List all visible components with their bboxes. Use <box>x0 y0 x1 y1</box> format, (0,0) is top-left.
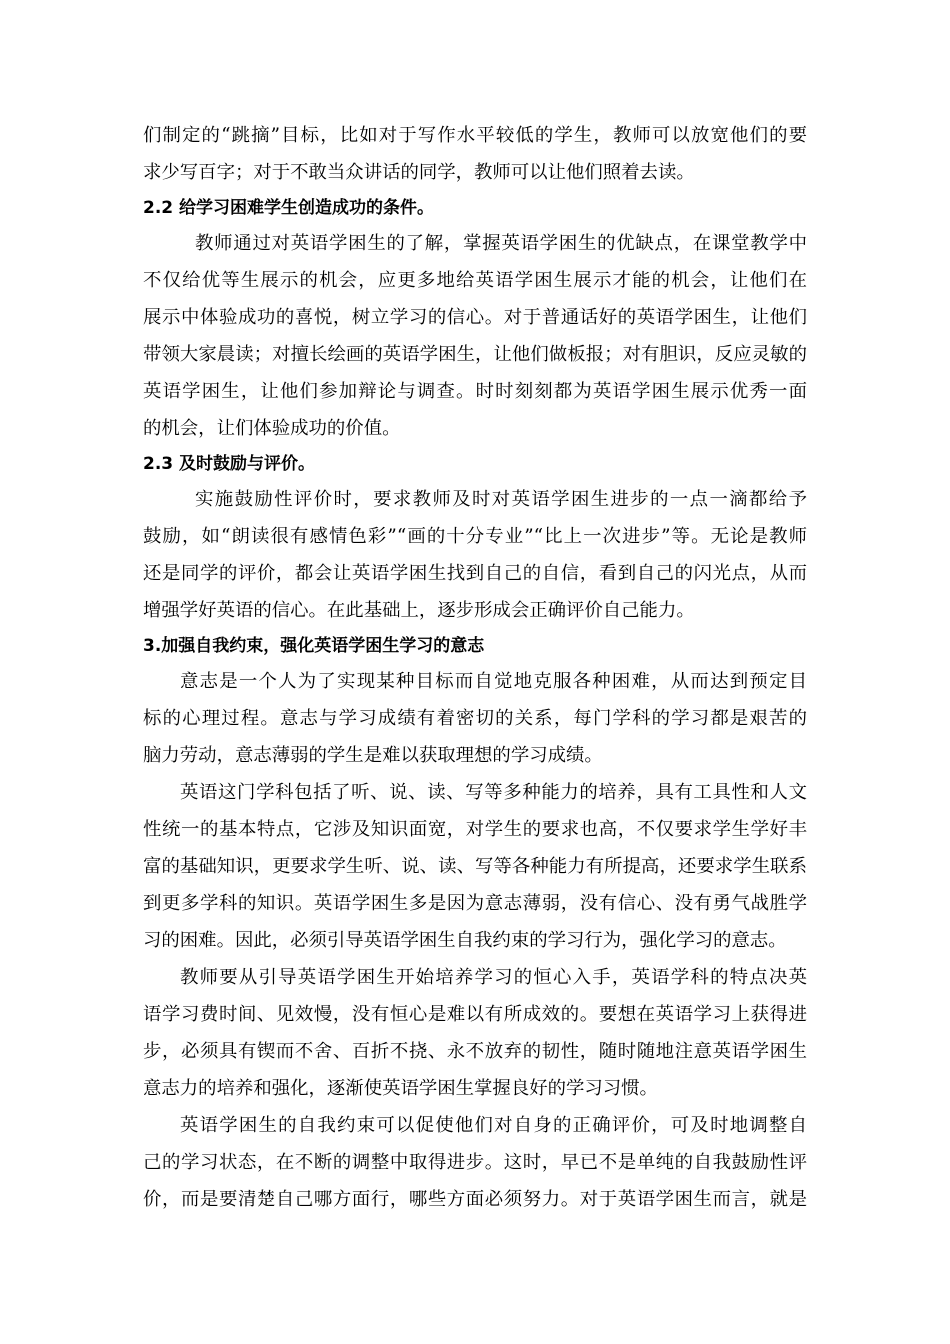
text-line: 英语学困生，让他们参加辩论与调查。时时刻刻都为英语学困生展示优秀一面 <box>143 381 807 402</box>
text-line: 求少写百字；对于不敢当众讲话的同学，教师可以让他们照着去读。 <box>143 162 695 183</box>
text-line: 到更多学科的知识。英语学困生多是因为意志薄弱，没有信心、没有勇气战胜学 <box>143 893 807 914</box>
paragraph-2 <box>143 225 807 447</box>
text-line: 鼓励，如“朗读很有感情色彩”“画的十分专业”“比上一次进步”等。无论是教师 <box>143 526 807 547</box>
document-page <box>143 117 807 1218</box>
text-line: 脑力劳动，意志薄弱的学生是难以获取理想的学习成绩。 <box>143 745 603 766</box>
text-line: 步，必须具有锲而不舍、百折不挠、永不放弃的韧性，随时随地注意英语学困生 <box>143 1041 807 1062</box>
text-line: 意志力的培养和强化，逐渐使英语学困生掌握良好的学习习惯。 <box>143 1078 658 1099</box>
text-line: 带领大家晨读；对擅长绘画的英语学困生，让他们做板报；对有胆识，反应灵敏的 <box>143 344 807 365</box>
text-line: 的机会，让们体验成功的价值。 <box>143 418 401 439</box>
text-line: 语学习费时间、见效慢，没有恒心是难以有所成效的。要想在英语学习上获得进 <box>143 1004 807 1025</box>
text-line: 标的心理过程。意志与学习成绩有着密切的关系，每门学科的学习都是艰苦的 <box>143 708 807 729</box>
paragraph-3 <box>143 481 807 629</box>
text-line: 不仅给优等生展示的机会，应更多地给英语学困生展示才能的机会，让他们在 <box>143 270 807 291</box>
paragraph-5 <box>143 774 807 959</box>
text-line: 实施鼓励性评价时，要求教师及时对英语学困生进步的一点一滴都给予 <box>195 489 807 510</box>
text-line: 英语学困生的自我约束可以促使他们对自身的正确评价，可及时地调整自 <box>180 1115 807 1136</box>
text-line: 还是同学的评价，都会让英语学困生找到自己的自信，看到自己的闪光点，从而 <box>143 563 807 584</box>
text-line: 英语这门学科包括了听、说、读、写等多种能力的培养，具有工具性和人文 <box>180 782 807 803</box>
section-heading-2-2: 2.2 给学习困难学生创造成功的条件。 <box>143 198 435 218</box>
text-line: 性统一的基本特点，它涉及知识面宽，对学生的要求也高，不仅要求学生学好丰 <box>143 819 807 840</box>
text-line: 增强学好英语的信心。在此基础上，逐步形成会正确评价自己能力。 <box>143 600 695 621</box>
text-line: 富的基础知识，更要求学生听、说、读、写等各种能力有所提高，还要求学生联系 <box>143 856 807 877</box>
text-line: 意志是一个人为了实现某种目标而自觉地克服各种困难，从而达到预定目 <box>180 671 807 692</box>
paragraph-1 <box>143 117 807 191</box>
section-heading-3: 3.加强自我约束，强化英语学困生学习的意志 <box>143 636 485 656</box>
section-heading-2-3: 2.3 及时鼓励与评价。 <box>143 454 316 474</box>
paragraph-4 <box>143 663 807 774</box>
text-line: 教师要从引导英语学困生开始培养学习的恒心入手，英语学科的特点决英 <box>180 967 807 988</box>
text-line: 己的学习状态，在不断的调整中取得进步。这时，早已不是单纯的自我鼓励性评 <box>143 1152 807 1173</box>
paragraph-6 <box>143 959 807 1107</box>
text-line: 们制定的“跳摘”目标，比如对于写作水平较低的学生，教师可以放宽他们的要 <box>143 125 807 146</box>
paragraph-7 <box>143 1107 807 1218</box>
text-line: 习的困难。因此，必须引导英语学困生自我约束的学习行为，强化学习的意志。 <box>143 930 787 951</box>
text-line: 价，而是要清楚自己哪方面行，哪些方面必须努力。对于英语学困生而言，就是 <box>143 1189 807 1210</box>
text-line: 教师通过对英语学困生的了解，掌握英语学困生的优缺点，在课堂教学中 <box>195 233 807 254</box>
text-line: 展示中体验成功的喜悦，树立学习的信心。对于普通话好的英语学困生，让他们 <box>143 307 807 328</box>
